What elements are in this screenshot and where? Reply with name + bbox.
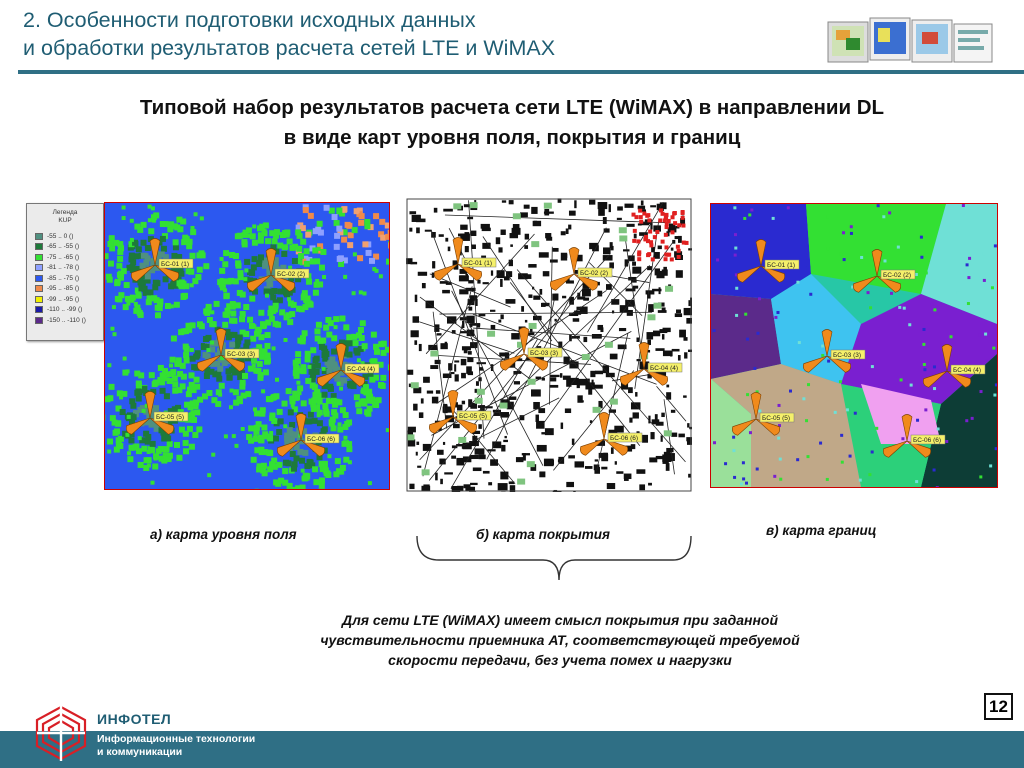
base-station-label: [881, 270, 915, 279]
note-line2: чувствительности приемника АТ, соответствующей требуемой: [320, 632, 800, 648]
slide-subtitle-line2: в виде карт уровня поля, покрытия и границ: [283, 126, 741, 149]
legend-swatch: [35, 296, 43, 303]
legend-item-label: -75 .. -65 (): [47, 253, 80, 261]
slide-title-line1: 2. Особенности подготовки исходных данных: [23, 8, 476, 32]
base-station-label: [345, 364, 379, 373]
legend-item: [35, 316, 86, 324]
svg-text:БС-05 (5): БС-05 (5): [762, 415, 791, 422]
page-number: 12: [984, 693, 1013, 720]
legend-title: [27, 209, 103, 225]
svg-text:БС-04 (4): БС-04 (4): [347, 366, 376, 373]
base-station-label: [225, 349, 259, 358]
legend-item-label: -85 .. -75 (): [47, 274, 80, 282]
field-level-map: [104, 202, 390, 490]
svg-text:БС-05 (5): БС-05 (5): [156, 414, 185, 421]
slide-title-line2: и обработки результатов расчета сетей LTE и WiMAX: [23, 36, 556, 60]
header-screenshots-image: [826, 14, 996, 70]
legend-item: [35, 253, 79, 261]
legend-item: [35, 274, 79, 282]
legend-item: [35, 243, 79, 251]
base-station-label: [648, 363, 682, 372]
legend-item: [35, 264, 79, 272]
svg-text:БС-02 (2): БС-02 (2): [883, 272, 912, 279]
brand-tagline-line2: и коммуникации: [97, 746, 183, 758]
legend-swatch: [35, 233, 43, 240]
base-station-label: [760, 413, 794, 422]
base-station-label: [831, 350, 865, 359]
svg-text:БС-02 (2): БС-02 (2): [277, 271, 306, 278]
legend-item-label: -55 .. 0 (): [47, 232, 74, 240]
slide-title: [23, 6, 803, 62]
slide-subtitle-line1: Типовой набор результатов расчета сети LTE (WiMAX) в направлении DL: [139, 96, 885, 119]
svg-text:БС-06 (6): БС-06 (6): [610, 435, 639, 442]
base-station-label: [765, 260, 799, 269]
legend-item: [35, 306, 82, 314]
legend-title-line1: Легенда: [52, 209, 78, 216]
caption-coverage: б) карта покрытия: [476, 527, 610, 542]
legend-swatch: [35, 306, 43, 313]
svg-text:БС-06 (6): БС-06 (6): [913, 437, 942, 444]
legend-title-line2: KUP: [58, 217, 72, 224]
base-station-label: [305, 434, 339, 443]
svg-text:БС-03 (3): БС-03 (3): [833, 352, 862, 359]
svg-text:БС-03 (3): БС-03 (3): [227, 351, 256, 358]
legend-item-label: -110 .. -99 (): [47, 306, 83, 313]
note-line3: скорости передачи, без учета помех и нагрузки: [388, 652, 732, 668]
svg-text:БС-01 (1): БС-01 (1): [161, 261, 190, 268]
infotel-logo-icon: [34, 705, 88, 761]
legend-swatch: [35, 254, 43, 261]
base-station-label: [608, 433, 642, 442]
base-station-label: [275, 269, 309, 278]
note-text: [225, 610, 895, 670]
brand-name: ИНФОТЕЛ: [97, 711, 172, 727]
legend-swatch: [35, 317, 43, 324]
legend-item: [35, 285, 79, 293]
base-station-label: [528, 348, 562, 357]
base-station-label: [951, 365, 985, 374]
legend-item-label: -99 .. -95 (): [47, 295, 80, 303]
slide-subtitle: [0, 93, 1024, 153]
legend-item-label: -81 .. -78 (): [47, 264, 80, 271]
svg-text:БС-02 (2): БС-02 (2): [580, 270, 609, 277]
legend-swatch: [35, 264, 43, 271]
base-station-label: [462, 258, 496, 267]
legend-item: [35, 232, 73, 240]
coverage-map: [406, 198, 692, 492]
legend-item-label: -95 .. -85 (): [47, 285, 80, 292]
map-legend: [26, 203, 104, 341]
svg-text:БС-05 (5): БС-05 (5): [459, 413, 488, 420]
base-station-label: [578, 268, 612, 277]
svg-text:БС-01 (1): БС-01 (1): [464, 260, 493, 267]
legend-item: [35, 295, 79, 303]
base-station-label: [911, 435, 945, 444]
base-station-label: [457, 411, 491, 420]
boundaries-map: [710, 203, 998, 488]
base-station-label: [154, 412, 188, 421]
brand-tagline-line1: Информационные технологии: [97, 733, 256, 745]
legend-swatch: [35, 285, 43, 292]
legend-item-label: -150 .. -110 (): [47, 316, 86, 324]
legend-swatch: [35, 243, 43, 250]
svg-text:БС-03 (3): БС-03 (3): [530, 350, 559, 357]
svg-text:БС-06 (6): БС-06 (6): [307, 436, 336, 443]
base-station-label: [159, 259, 193, 268]
brand-tagline: [97, 733, 255, 759]
caption-boundaries: в) карта границ: [766, 523, 877, 538]
header-divider: [18, 70, 1024, 74]
svg-text:БС-01 (1): БС-01 (1): [767, 262, 796, 269]
note-line1: Для сети LTE (WiMAX) имеет смысл покрытия при заданной: [341, 612, 779, 628]
curly-brace: [415, 534, 695, 584]
caption-field-level: а) карта уровня поля: [150, 527, 297, 542]
svg-text:БС-04 (4): БС-04 (4): [650, 365, 679, 372]
legend-swatch: [35, 275, 43, 282]
svg-text:БС-04 (4): БС-04 (4): [953, 367, 982, 374]
legend-item-label: -65 .. -55 (): [47, 243, 80, 250]
